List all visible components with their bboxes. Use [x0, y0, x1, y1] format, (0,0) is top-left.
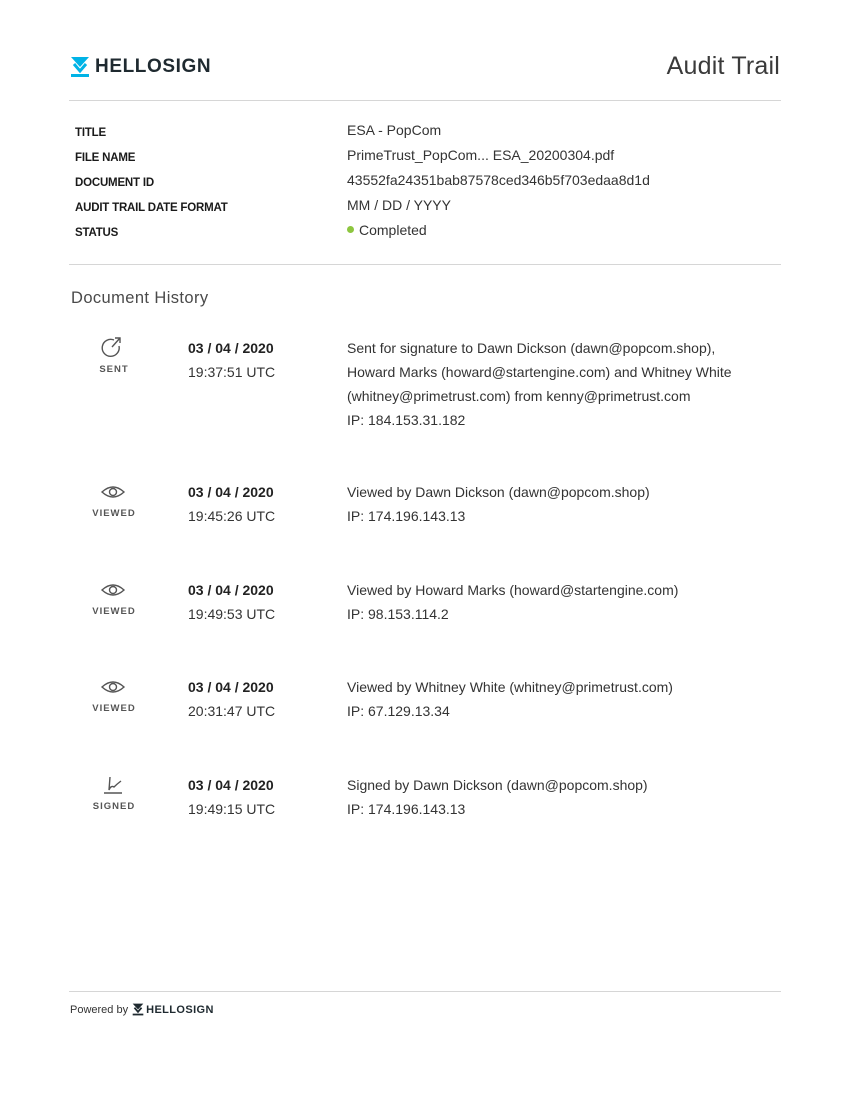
event-ip-address: IP: 67.129.13.34: [347, 703, 450, 719]
event-ip-address: IP: 98.153.114.2: [347, 606, 449, 622]
eye-icon: [100, 578, 126, 602]
event-description: [347, 675, 767, 723]
event-date: 03 / 04 / 2020: [188, 679, 274, 695]
event-label: VIEWED: [92, 508, 136, 519]
meta-label: DOCUMENT ID: [75, 177, 154, 189]
meta-value-date-format: MM / DD / YYYY: [347, 197, 451, 213]
meta-value-title: ESA - PopCom: [347, 122, 442, 138]
meta-row-file-name: [75, 147, 775, 172]
meta-row-date-format: [75, 197, 775, 222]
event-description-line: Signed by Dawn Dickson (dawn@popcom.shop): [347, 777, 648, 793]
event-time: 19:49:15 UTC: [188, 801, 276, 817]
event-label: VIEWED: [92, 703, 136, 714]
document-type-title: Audit Trail: [666, 52, 780, 80]
event-description: [347, 773, 767, 821]
document-metadata: [75, 122, 775, 247]
meta-value-document-id: 43552fa24351bab87578ced346b5f703edaa8d1d: [347, 172, 650, 188]
event-description: [347, 578, 767, 626]
sent-icon: [100, 336, 126, 360]
meta-row-status: [75, 222, 775, 247]
metadata-divider: [69, 264, 781, 265]
event-date: 03 / 04 / 2020: [188, 484, 274, 500]
event-ip-address: IP: 174.196.143.13: [347, 508, 466, 524]
event-date: 03 / 04 / 2020: [188, 582, 274, 598]
brand-name: HELLOSIGN: [95, 56, 212, 77]
hellosign-check-icon: [132, 1003, 144, 1016]
page-footer: [70, 1003, 214, 1016]
event-time: 20:31:47 UTC: [188, 703, 276, 719]
meta-label: STATUS: [75, 227, 119, 239]
meta-row-title: [75, 122, 775, 147]
status-text: Completed: [359, 222, 427, 238]
event-date: 03 / 04 / 2020: [188, 777, 274, 793]
page-header: [70, 52, 780, 84]
event-time: 19:45:26 UTC: [188, 508, 276, 524]
section-title: Document History: [71, 289, 209, 307]
event-ip-address: IP: 184.153.31.182: [347, 412, 466, 428]
event-description-line: Sent for signature to Dawn Dickson (dawn@popcom.shop),: [347, 340, 716, 356]
event-description-line: Viewed by Whitney White (whitney@primetrust.com): [347, 679, 673, 695]
eye-icon: [100, 675, 126, 699]
status-completed-dot-icon: [347, 226, 354, 233]
event-time: 19:37:51 UTC: [188, 364, 276, 380]
meta-label: AUDIT TRAIL DATE FORMAT: [75, 202, 228, 214]
meta-value-status: [347, 222, 427, 238]
meta-label: FILE NAME: [75, 152, 136, 164]
meta-value-file-name: PrimeTrust_PopCom... ESA_20200304.pdf: [347, 147, 615, 163]
hellosign-check-icon: [70, 56, 90, 78]
meta-label: TITLE: [75, 127, 106, 139]
event-label: SIGNED: [92, 801, 136, 812]
event-description-line: Viewed by Dawn Dickson (dawn@popcom.shop): [347, 484, 650, 500]
event-description-line: Viewed by Howard Marks (howard@startengine.com): [347, 582, 679, 598]
signature-icon: [100, 773, 126, 797]
event-description-line: Howard Marks (howard@startengine.com) and Whitney White: [347, 364, 732, 380]
eye-icon: [100, 480, 126, 504]
event-description: [347, 480, 767, 528]
footer-divider: [69, 991, 781, 992]
footer-brand-name: HELLOSIGN: [146, 1003, 214, 1016]
powered-by-text: Powered by: [70, 1003, 129, 1016]
event-description: [347, 336, 767, 432]
meta-row-document-id: [75, 172, 775, 197]
event-time: 19:49:53 UTC: [188, 606, 276, 622]
header-divider: [69, 100, 781, 101]
event-date: 03 / 04 / 2020: [188, 340, 274, 356]
event-ip-address: IP: 174.196.143.13: [347, 801, 466, 817]
event-label: VIEWED: [92, 606, 136, 617]
event-description-line: (whitney@primetrust.com) from kenny@primetrust.com: [347, 388, 691, 404]
hellosign-logo: [70, 56, 211, 78]
event-label: SENT: [99, 364, 129, 375]
